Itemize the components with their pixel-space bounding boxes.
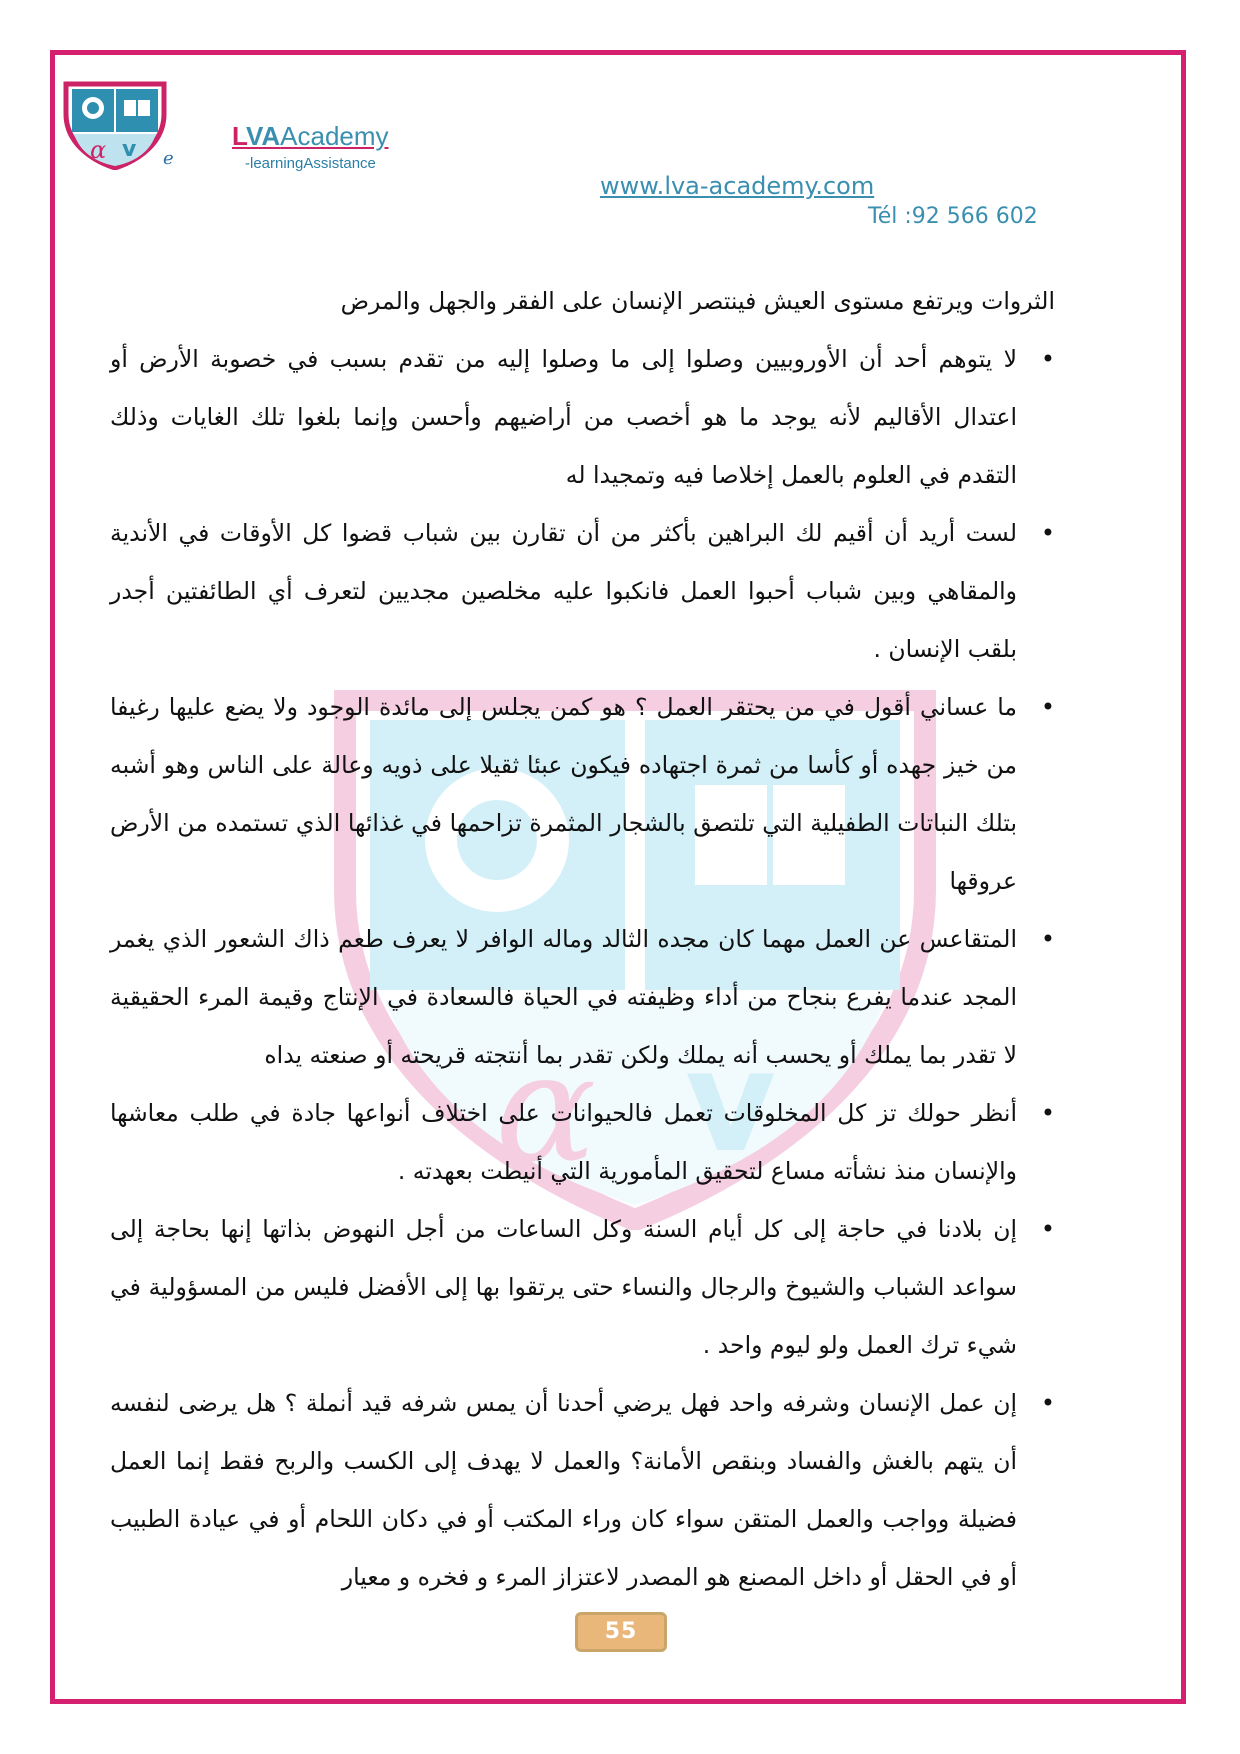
brand-name[interactable] <box>232 121 389 152</box>
phone-number: Tél :92 566 602 <box>868 204 1038 229</box>
page-number-badge: 55 <box>575 1612 667 1652</box>
bullet-item: • إن عمل الإنسان وشرفه واحد فهل يرضي أحدنا أن يمس شرفه قيد أنملة ؟ هل يرضى لنفسه أن يتهم بالغش والفساد وبنقص الأمانة؟ والعمل لا يهدف إلى الكسب والربح فقط إنما العمل فضيلة وواجب والعمل المتقن سواء كان وراء المكتب أو في دكان اللحام أو في عيادة الطبيب أو في الحقل أو داخل المصنع هو المصدر لاعتزاز المرء و فخره و معيار <box>110 1374 1055 1606</box>
brand-mid: VA <box>245 121 281 151</box>
svg-text:α: α <box>90 136 107 164</box>
bullet-item: • إن بلادنا في حاجة إلى كل أيام السنة وكل الساعات من أجل النهوض بذاتها إنها بحاجة إلى سواعد الشباب والشيوخ والرجال والنساء حتى يرتقوا بها إلى الأفضل فليس من المسؤولية في شيء ترك العمل ولو ليوم واحد . <box>110 1200 1055 1374</box>
script-letter: e <box>163 148 174 169</box>
brand-tagline: -learningAssistance <box>245 155 376 172</box>
brand-suffix: Academy <box>280 121 389 151</box>
bullet-item: • المتقاعس عن العمل مهما كان مجده الثالد وماله الوافر لا يعرف طعم ذاك الشعور الذي يغمر المجد عندما يفرع بنجاح من أداء وظيفته في الحياة فالسعادة في الإنتاج وقيمة المرء الحقيقية لا تقدر بما يملك أو يحسب أنه يملك ولكن تقدر بما أنتجته قريحته أو صنعته يداه <box>110 910 1055 1084</box>
bullet-item: • لست أريد أن أقيم لك البراهين بأكثر من أن تقارن بين شباب قضوا كل الأوقات في الأندية والمقاهي وبين شباب أحبوا العمل فانكبوا عليه مخلصين مجديين لتعرف أي الطائفتين أجدر بلقب الإنسان . <box>110 504 1055 678</box>
bullet-item: • ما عساني أقول في من يحتقر العمل ؟ هو كمن يجلس إلى مائدة الوجود ولا يضع عليها رغيفا من خيز جهده أو كأسا من ثمرة اجتهاده فيكون عبئا ثقيلا على ذويه وعالة على الناس وهو أشبه بتلك النباتات الطفيلية التي تلتصق بالشجار المثمرة تزاحمها في غذائها الذي تستمده من الأرض عروقها <box>110 678 1055 910</box>
svg-text:v: v <box>122 137 137 162</box>
bullet-item: • لا يتوهم أحد أن الأوروبيين وصلوا إلى ما وصلوا إليه من تقدم بسبب في خصوبة الأرض أو اعتدال الأقاليم لأنه يوجد ما هو أخصب من أراضيهم وأحسن وإنما بلغوا تلك الغايات وذلك التقدم في العلوم بالعمل إخلاصا فيه وتمجيدا له <box>110 330 1055 504</box>
article-body <box>110 272 1055 1606</box>
svg-text:v: v <box>685 1021 777 1184</box>
bullet-item: • أنظر حولك تز كل المخلوقات تعمل فالحيوانات على اختلاف أنواعها جادة في طلب معاشها والإنسان منذ نشأته مساع لتحقيق المأمورية التي أنيطت بعهدته . <box>110 1084 1055 1200</box>
website-link[interactable]: www.lva-academy.com <box>600 172 875 200</box>
intro-line: الثروات ويرتفع مستوى العيش فينتصر الإنسان على الفقر والجهل والمرض <box>340 287 1055 315</box>
svg-text:α: α <box>495 1022 597 1196</box>
bullet-list <box>110 330 1055 1606</box>
brand-prefix: L <box>232 121 246 151</box>
academy-logo-icon <box>60 80 170 170</box>
